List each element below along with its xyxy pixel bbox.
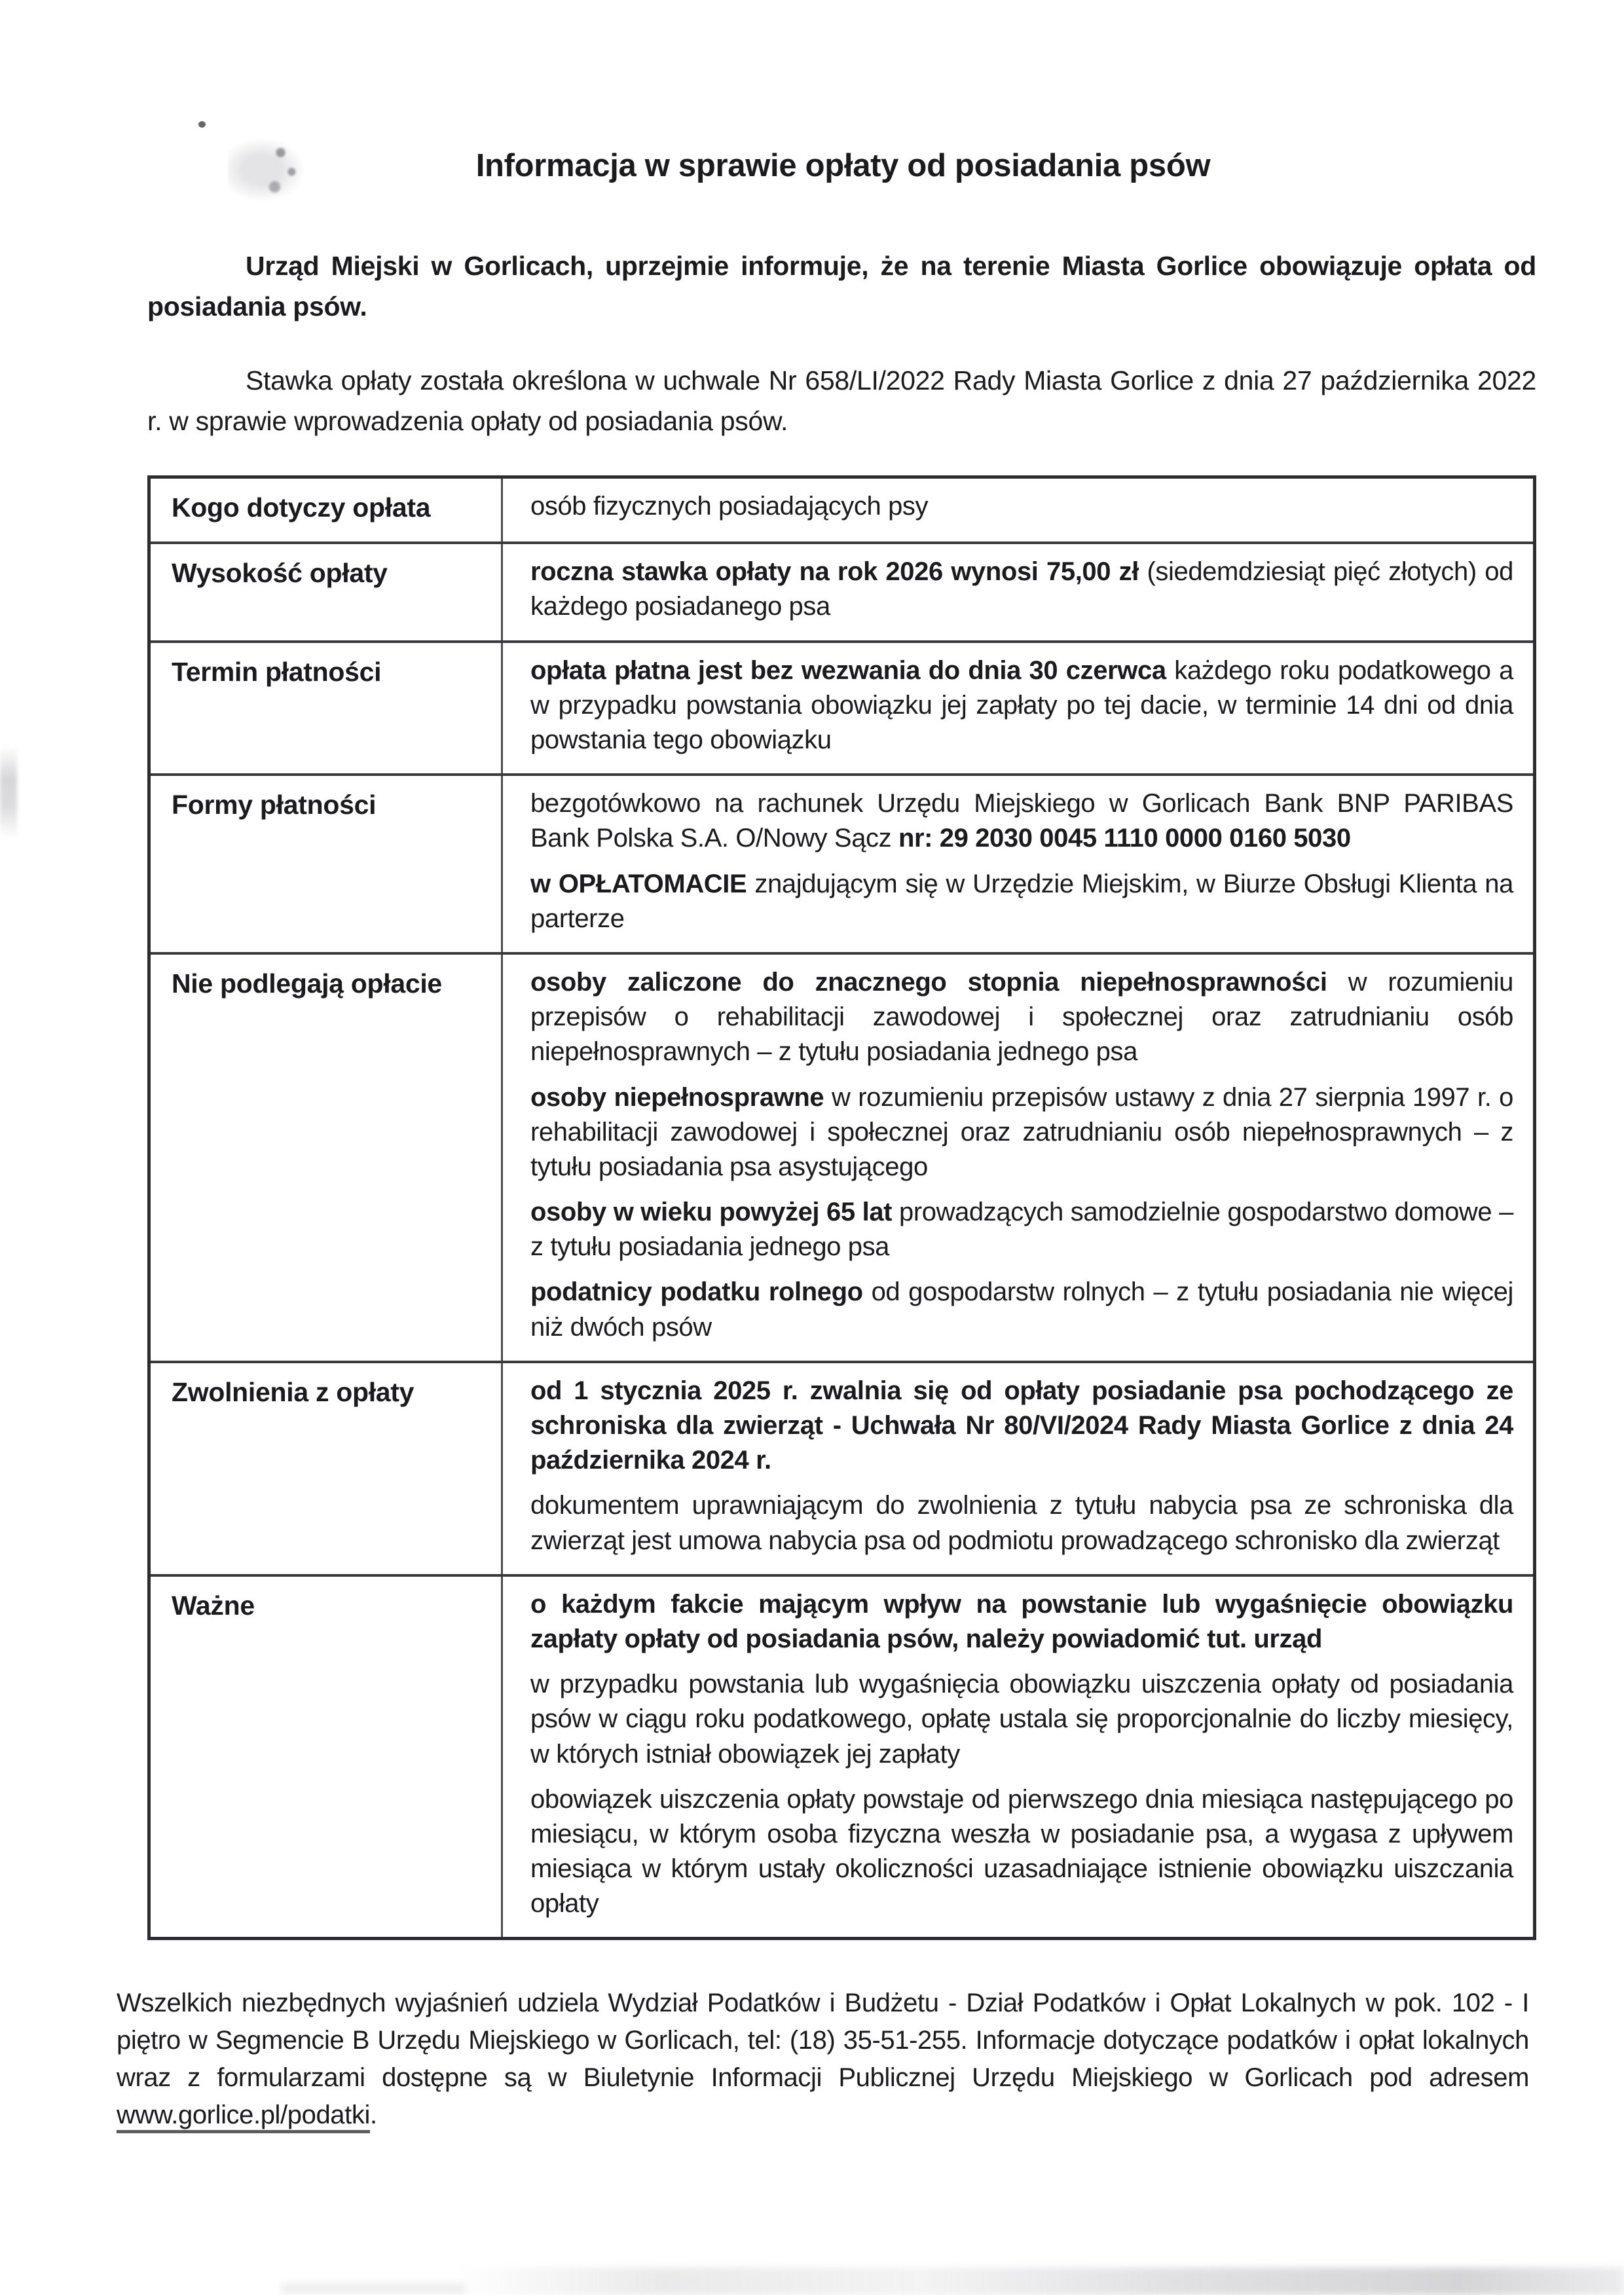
footer-text-segment: . (369, 2100, 377, 2129)
content-paragraph-2 (530, 1488, 1513, 1558)
table-row-wazne (151, 1574, 1533, 1937)
footer-text (117, 1985, 1529, 2133)
body-text: znajdującym się w Urzędzie Miejskim, w Biurze Obsługi Klienta na parterze (530, 869, 1513, 933)
content-paragraph-1 (530, 965, 1513, 1070)
footer-text-segment: Wszelkich niezbędnych wyjaśnień udziela Wydział Podatków i Budżetu - Dział Podatków i Opłat Lokalnych w pok. 102 - I piętro w Segmencie B Urzędu Miejskiego w Gorlicach, tel: (18) 35-51-255. Informacje dotyczące podatków i opłat lokalnych wraz z formularzami dostępne są w Biuletynie Informacji Publicznej Urzędu Miejskiego w Gorlicach pod adresem (117, 1989, 1529, 2093)
body-text: w przypadku powstania lub wygaśnięcia obowiązku uiszczenia opłaty od posiadania psów w ciągu roku podatkowego, opłatę ustala się proporcjonalnie do liczby miesięcy, w których istniał obowiązek jej zapłaty (530, 1670, 1513, 1769)
content-paragraph-3 (530, 1195, 1513, 1264)
body-text: każdego roku podatkowego a w przypadku powstania obowiązku jej zapłaty po tej dacie, w terminie 14 dni od dnia powstania tego obowiązku (530, 655, 1513, 755)
emphasis-text: osoby w wieku powyżej 65 lat (530, 1198, 893, 1227)
content-paragraph-2 (530, 867, 1513, 936)
content-paragraph-1 (530, 1587, 1513, 1657)
emphasis-text: w OPŁATOMACIE (530, 869, 747, 898)
scan-smudge (228, 139, 313, 208)
fee-info-table (147, 475, 1536, 1940)
emphasis-text: od 1 stycznia 2025 r. zwalnia się od opłaty posiadanie psa pochodzącego ze schroniska dla zwierząt - Uchwała Nr 80/VI/2024 Rady Miasta Gorlice z dnia 24 października 2024 r. (530, 1376, 1513, 1475)
page-title: Informacja w sprawie opłaty od posiadania psów (475, 148, 1211, 183)
intro-section (147, 246, 1536, 441)
body-text: obowiązek uiszczenia opłaty powstaje od pierwszego dnia miesiąca następującego po miesiącu, w którym osoba fizyczna weszła w posiadanie psa, a wygasa z upływem miesiąca w którym ustały okoliczności uzasadniające istnienie obowiązku uiszczania opłaty (530, 1784, 1513, 1919)
emphasis-text: podatnicy podatku rolnego (530, 1277, 863, 1307)
emphasis-text: roczna stawka opłaty na rok 2026 wynosi 75,00 zł (530, 557, 1139, 587)
scan-bottom-streak-small (282, 2283, 465, 2294)
emphasis-text: nr: 29 2030 0045 1110 0000 0160 5030 (898, 824, 1351, 853)
content-paragraph-1 (530, 653, 1513, 758)
scan-edge-smudge (0, 746, 17, 838)
table-row-wysokosc-oplaty (151, 542, 1533, 640)
row-label-wysokosc-oplaty: Wysokość opłaty (151, 544, 503, 640)
row-content-nie-podlegaja-oplacie (503, 955, 1533, 1361)
table-row-kogo-dotyczy-oplata (151, 479, 1533, 542)
scan-bottom-streak (452, 2267, 1624, 2295)
intro-paragraph-1: Urząd Miejski w Gorlicach, uprzejmie informuje, że na terenie Miasta Gorlice obowiązuje opłata od posiadania psów. (147, 251, 1536, 321)
row-content-termin-platnosci (503, 643, 1533, 774)
body-text: w rozumieniu przepisów ustawy z dnia 27 sierpnia 1997 r. o rehabilitacji zawodowej i społecznej oraz zatrudnianiu osób niepełnosprawnych – z tytułu posiadania psa asystującego (530, 1082, 1513, 1181)
footer-link[interactable]: www.gorlice.pl/podatki (117, 2101, 370, 2133)
body-text: bezgotówkowo na rachunek Urzędu Miejskiego w Gorlicach Bank BNP PARIBAS Bank Polska S.A. O/Nowy Sącz (530, 789, 1513, 853)
row-content-kogo-dotyczy-oplata (503, 479, 1533, 542)
emphasis-text: opłata płatna jest bez wezwania do dnia 30 czerwca (530, 655, 1166, 685)
row-label-formy-platnosci: Formy płatności (151, 776, 503, 952)
emphasis-text: osoby zaliczone do znacznego stopnia niepełnosprawności (530, 967, 1327, 997)
row-label-wazne: Ważne (151, 1577, 503, 1937)
row-content-wazne (503, 1577, 1533, 1937)
row-label-nie-podlegaja-oplacie: Nie podlegają opłacie (151, 955, 503, 1361)
emphasis-text: osoby niepełnosprawne (530, 1082, 824, 1112)
content-paragraph-1 (530, 786, 1513, 856)
table-row-termin-platnosci (151, 640, 1533, 774)
row-content-zwolnienia-z-oplaty (503, 1363, 1533, 1574)
content-paragraph-2 (530, 1667, 1513, 1772)
table-row-formy-platnosci (151, 773, 1533, 952)
body-text: od gospodarstw rolnych – z tytułu posiadania nie więcej niż dwóch psów (530, 1277, 1514, 1342)
body-text: (siedemdziesiąt pięć złotych) od każdego posiadanego psa (530, 557, 1513, 621)
content-paragraph-3 (530, 1782, 1513, 1922)
row-content-formy-platnosci (503, 776, 1533, 952)
body-text: w rozumieniu przepisów o rehabilitacji zawodowej i społecznej oraz zatrudnianiu osób niepełnosprawnych – z tytułu posiadania jednego psa (530, 967, 1514, 1067)
content-paragraph-1 (530, 489, 1513, 524)
row-label-kogo-dotyczy-oplata: Kogo dotyczy opłata (151, 479, 503, 542)
content-paragraph-4 (530, 1275, 1513, 1344)
row-content-wysokosc-oplaty (503, 544, 1533, 640)
body-text: osób fizycznych posiadających psy (530, 492, 929, 521)
row-label-termin-platnosci: Termin płatności (151, 643, 503, 774)
body-text: prowadzących samodzielnie gospodarstwo domowe – z tytułu posiadania jednego psa (530, 1198, 1513, 1262)
content-paragraph-1 (530, 555, 1513, 624)
table-row-zwolnienia-z-oplaty (151, 1361, 1533, 1574)
emphasis-text: o każdym fakcie mającym wpływ na powstanie lub wygaśnięcie obowiązku zapłaty opłaty od posiadania psów, należy powiadomić tut. urząd (530, 1589, 1513, 1653)
content-paragraph-1 (530, 1374, 1513, 1478)
body-text: dokumentem uprawniającym do zwolnienia z tytułu nabycia psa ze schroniska dla zwierząt jest umowa nabycia psa od podmiotu prowadzącego schronisko dla zwierząt (530, 1491, 1513, 1555)
content-paragraph-2 (530, 1080, 1513, 1185)
table-row-nie-podlegaja-oplacie (151, 952, 1533, 1361)
intro-paragraph-2: Stawka opłaty została określona w uchwale Nr 658/LI/2022 Rady Miasta Gorlice z dnia 27 października 2022 r. w sprawie wprowadzenia opłaty od posiadania psów. (147, 365, 1536, 436)
row-label-zwolnienia-z-oplaty: Zwolnienia z opłaty (151, 1363, 503, 1574)
scan-speck (198, 121, 206, 128)
